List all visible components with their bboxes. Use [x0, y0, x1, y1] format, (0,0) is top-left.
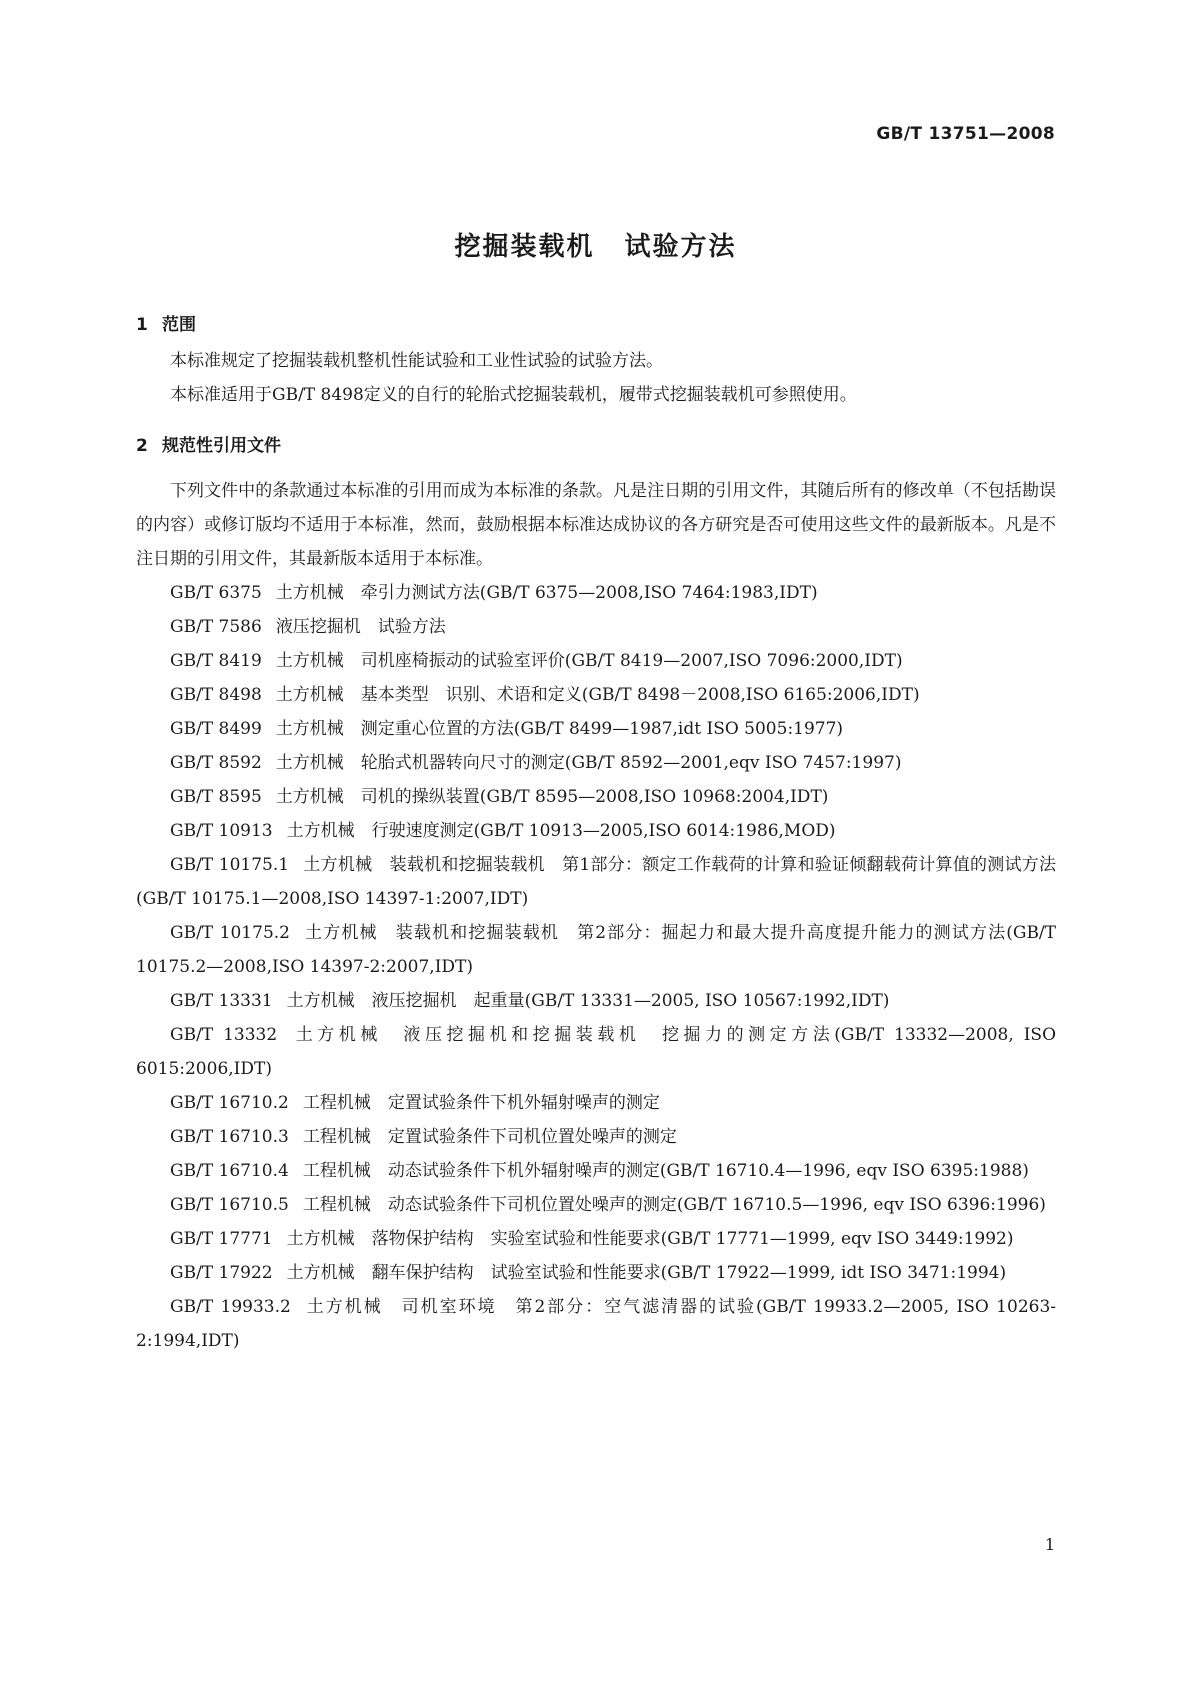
reference-title: 土方机械 牵引力测试方法(GB/T 6375—2008,ISO 7464:1983,IDT)	[275, 583, 818, 603]
reference-code: GB/T 6375	[170, 583, 262, 603]
reference-title: 土方机械 液压挖掘机和挖掘装载机 挖掘力的测定方法(GB/T 13332—2008, ISO 6015:2006,IDT)	[136, 1025, 1057, 1079]
section-1-body	[136, 344, 1056, 412]
reference-title: 土方机械 翻车保护结构 试验室试验和性能要求(GB/T 17922—1999, idt ISO 3471:1994)	[286, 1263, 1007, 1283]
reference-title: 工程机械 定置试验条件下司机位置处噪声的测定	[302, 1127, 677, 1147]
reference-item	[136, 576, 1056, 610]
reference-item	[136, 1120, 1056, 1154]
reference-title: 土方机械 司机座椅振动的试验室评价(GB/T 8419—2007,ISO 7096:2000,IDT)	[275, 651, 903, 671]
reference-item	[136, 746, 1056, 780]
reference-code: GB/T 10175.1	[170, 855, 290, 875]
section-1-heading	[136, 310, 196, 335]
reference-code: GB/T 8419	[170, 651, 262, 671]
section-title: 范围	[162, 315, 196, 335]
reference-title: 土方机械 落物保护结构 实验室试验和性能要求(GB/T 17771—1999, eqv ISO 3449:1992)	[286, 1229, 1014, 1249]
reference-code: GB/T 10175.2	[170, 923, 290, 943]
reference-title: 液压挖掘机 试验方法	[275, 617, 446, 637]
reference-title: 土方机械 基本类型 识别、术语和定义(GB/T 8498－2008,ISO 6165:2006,IDT)	[275, 685, 920, 705]
reference-title: 土方机械 装载机和挖掘装载机 第2部分：掘起力和最大提升高度提升能力的测试方法(GB/T 10175.2—2008,ISO 14397-2:2007,IDT)	[136, 923, 1056, 977]
intro-paragraph: 下列文件中的条款通过本标准的引用而成为本标准的条款。凡是注日期的引用文件，其随后所有的修改单（不包括勘误的内容）或修订版均不适用于本标准，然而，鼓励根据本标准达成协议的各方研究是否可使用这些文件的最新版本。凡是不注日期的引用文件，其最新版本适用于本标准。	[136, 481, 1056, 569]
reference-item	[136, 848, 1056, 916]
title-part-2: 试验方法	[624, 232, 737, 262]
reference-item	[136, 1188, 1056, 1222]
reference-item	[136, 610, 1056, 644]
reference-item	[136, 814, 1056, 848]
reference-code: GB/T 16710.2	[170, 1093, 289, 1113]
title-part-1: 挖掘装载机	[454, 232, 595, 262]
reference-code: GB/T 19933.2	[170, 1297, 291, 1317]
paragraph: 本标准规定了挖掘装载机整机性能试验和工业性试验的试验方法。	[170, 351, 663, 371]
reference-item	[136, 644, 1056, 678]
document-title	[0, 226, 1191, 263]
reference-title: 土方机械 测定重心位置的方法(GB/T 8499—1987,idt ISO 5005:1977)	[275, 719, 844, 739]
reference-code: GB/T 10913	[170, 821, 273, 841]
reference-code: GB/T 8595	[170, 787, 262, 807]
reference-list	[136, 576, 1056, 1358]
reference-item	[136, 678, 1056, 712]
reference-item	[136, 1086, 1056, 1120]
section-2-heading	[136, 431, 281, 456]
reference-item	[136, 1222, 1056, 1256]
reference-code: GB/T 13331	[170, 991, 273, 1011]
section-number: 1	[136, 315, 148, 335]
section-number: 2	[136, 436, 148, 456]
reference-title: 土方机械 司机的操纵装置(GB/T 8595—2008,ISO 10968:2004,IDT)	[275, 787, 829, 807]
reference-code: GB/T 16710.5	[170, 1195, 289, 1215]
paragraph: 本标准适用于GB/T 8498定义的自行的轮胎式挖掘装载机，履带式挖掘装载机可参照使用。	[170, 385, 857, 405]
reference-code: GB/T 16710.4	[170, 1161, 289, 1181]
reference-title: 工程机械 动态试验条件下机外辐射噪声的测定(GB/T 16710.4—1996, eqv ISO 6395:1988)	[302, 1161, 1029, 1181]
reference-item	[136, 1018, 1056, 1086]
reference-title: 工程机械 定置试验条件下机外辐射噪声的测定	[302, 1093, 660, 1113]
reference-code: GB/T 8499	[170, 719, 262, 739]
section-2-body	[136, 474, 1056, 1358]
reference-code: GB/T 8592	[170, 753, 262, 773]
standard-number: GB/T 13751—2008	[876, 124, 1055, 144]
reference-item	[136, 916, 1056, 984]
reference-code: GB/T 13332	[170, 1025, 278, 1045]
reference-code: GB/T 16710.3	[170, 1127, 289, 1147]
reference-code: GB/T 17922	[170, 1263, 273, 1283]
reference-title: 土方机械 轮胎式机器转向尺寸的测定(GB/T 8592—2001,eqv ISO 7457:1997)	[275, 753, 902, 773]
reference-item	[136, 712, 1056, 746]
reference-title: 工程机械 动态试验条件下司机位置处噪声的测定(GB/T 16710.5—1996, eqv ISO 6396:1996)	[302, 1195, 1046, 1215]
reference-item	[136, 1154, 1056, 1188]
reference-item	[136, 780, 1056, 814]
reference-code: GB/T 17771	[170, 1229, 273, 1249]
reference-code: GB/T 7586	[170, 617, 262, 637]
reference-title: 土方机械 液压挖掘机 起重量(GB/T 13331—2005, ISO 10567:1992,IDT)	[286, 991, 890, 1011]
reference-item	[136, 1290, 1056, 1358]
reference-title: 土方机械 行驶速度测定(GB/T 10913—2005,ISO 6014:1986,MOD)	[286, 821, 836, 841]
section-title: 规范性引用文件	[162, 436, 281, 456]
reference-item	[136, 1256, 1056, 1290]
reference-code: GB/T 8498	[170, 685, 262, 705]
reference-title: 土方机械 装载机和挖掘装载机 第1部分：额定工作载荷的计算和验证倾翻载荷计算值的测试方法(GB/T 10175.1—2008,ISO 14397-1:2007,IDT)	[136, 855, 1056, 909]
reference-item	[136, 984, 1056, 1018]
page-number: 1	[1044, 1535, 1055, 1554]
reference-title: 土方机械 司机室环境 第2部分：空气滤清器的试验(GB/T 19933.2—2005, ISO 10263-2:1994,IDT)	[136, 1297, 1057, 1351]
